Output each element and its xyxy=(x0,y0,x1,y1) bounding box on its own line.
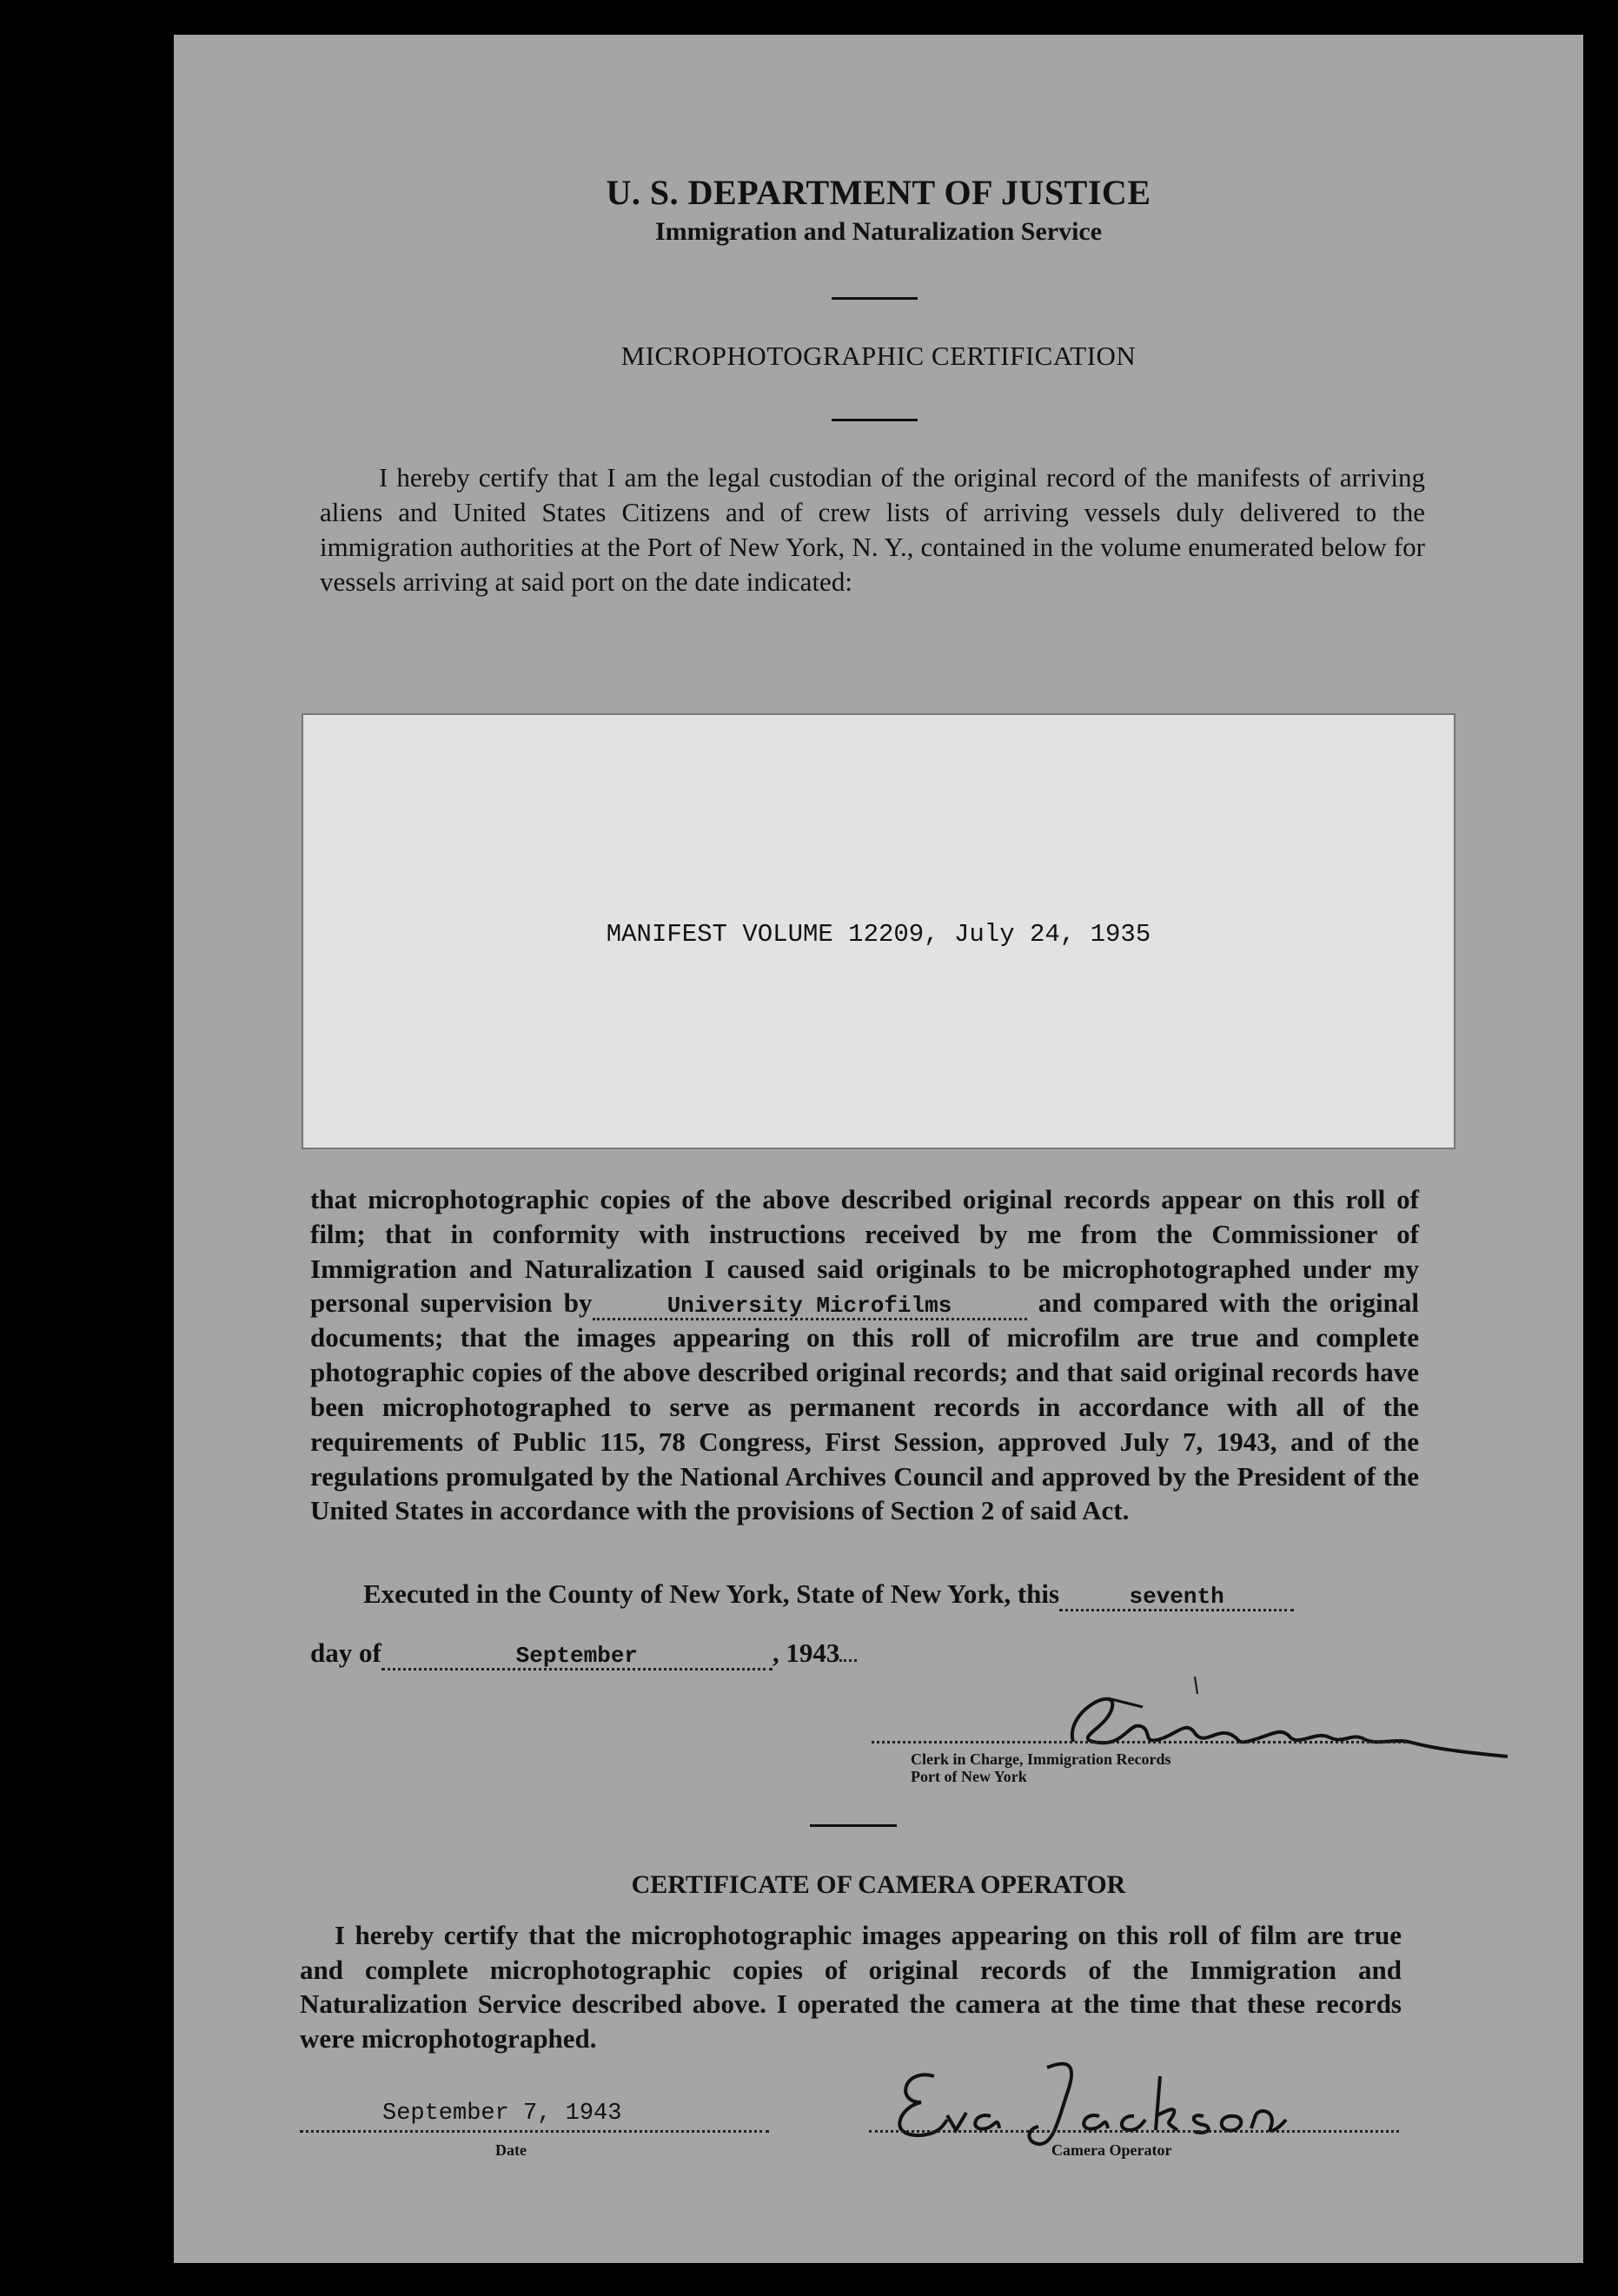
day-value: seventh xyxy=(1129,1584,1224,1610)
divider xyxy=(810,1824,897,1827)
body-text-1: that microphotographic copies of the above described original records appear on this roll of film; that in conformity with instructions received by me from the Commissioner of Immigration and Naturalization I caused said originals to be microphotographed under my personal supervision by xyxy=(310,1184,1419,1319)
manifest-volume: MANIFEST VOLUME 12209, July 24, 1935 xyxy=(606,920,1151,949)
year-text: , 1943 xyxy=(772,1638,840,1668)
department-heading: U. S. DEPARTMENT OF JUSTICE xyxy=(606,173,1151,212)
year-dots xyxy=(839,1659,857,1662)
manifest-card xyxy=(302,713,1456,1149)
service-subheading: Immigration and Naturalization Service xyxy=(654,217,1103,246)
executed-text: Executed in the County of New York, State of New York, this xyxy=(363,1578,1060,1609)
certification-title: MICROPHOTOGRAPHIC CERTIFICATION xyxy=(620,341,1137,371)
day-of-label: day of xyxy=(310,1638,381,1668)
operator-certificate-title: CERTIFICATE OF CAMERA OPERATOR xyxy=(631,1870,1126,1899)
body-text-2: and compared with the original documents; that the images appearing on this roll of microfilm are true and complete photographic copies of the above described original records; and that said original records have been microphotographed to serve as permanent records in accordance with all of the requirements of Public 115, 78 Congress, First Session, approved July 7, 1943, and of the regulations promulgated by the National Archives Council and approved by the President of the United States in accordance with the provisions of Section 2 of said Act. xyxy=(310,1287,1419,1526)
microfilmer-value: University Microfilms xyxy=(666,1293,952,1320)
certification-body xyxy=(310,1182,1419,1528)
clerk-title-line-1: Clerk in Charge, Immigration Records xyxy=(911,1750,1171,1768)
day-field xyxy=(1059,1582,1294,1611)
operator-statement: I hereby certify that the microphotographic images appearing on this roll of film are true and complete microphotographic copies of original records of the Immigration and Naturalization Service described above. I operated the camera at the time that these records were microphotographed. xyxy=(300,1920,1402,2054)
custodian-statement: I hereby certify that I am the legal custodian of the original record of the manifests of arriving aliens and United States Citizens and of crew lists of arriving vessels duly delivered to the immigration authorities at the Port of New York, N. Y., contained in the volume enumerated below for vessels arriving at said port on the date indicated: xyxy=(320,462,1425,597)
divider xyxy=(832,297,918,300)
clerk-signature-line xyxy=(872,1741,1406,1744)
executed-line xyxy=(363,1578,1294,1611)
operator-date-value: September 7, 1943 xyxy=(382,2101,622,2127)
date-signature-line xyxy=(300,2130,769,2133)
month-field xyxy=(381,1641,773,1671)
certificate-page xyxy=(174,35,1583,2263)
divider xyxy=(832,419,918,421)
date-label: Date xyxy=(495,2141,527,2159)
clerk-title-line-2: Port of New York xyxy=(911,1768,1027,1785)
operator-signature xyxy=(869,2033,1321,2154)
camera-operator-label: Camera Operator xyxy=(1051,2141,1172,2159)
clerk-title xyxy=(911,1750,1170,1785)
microfilmer-field xyxy=(593,1291,1027,1320)
operator-signature-line xyxy=(869,2130,1399,2133)
date-line xyxy=(310,1638,857,1671)
month-value: September xyxy=(515,1643,639,1669)
